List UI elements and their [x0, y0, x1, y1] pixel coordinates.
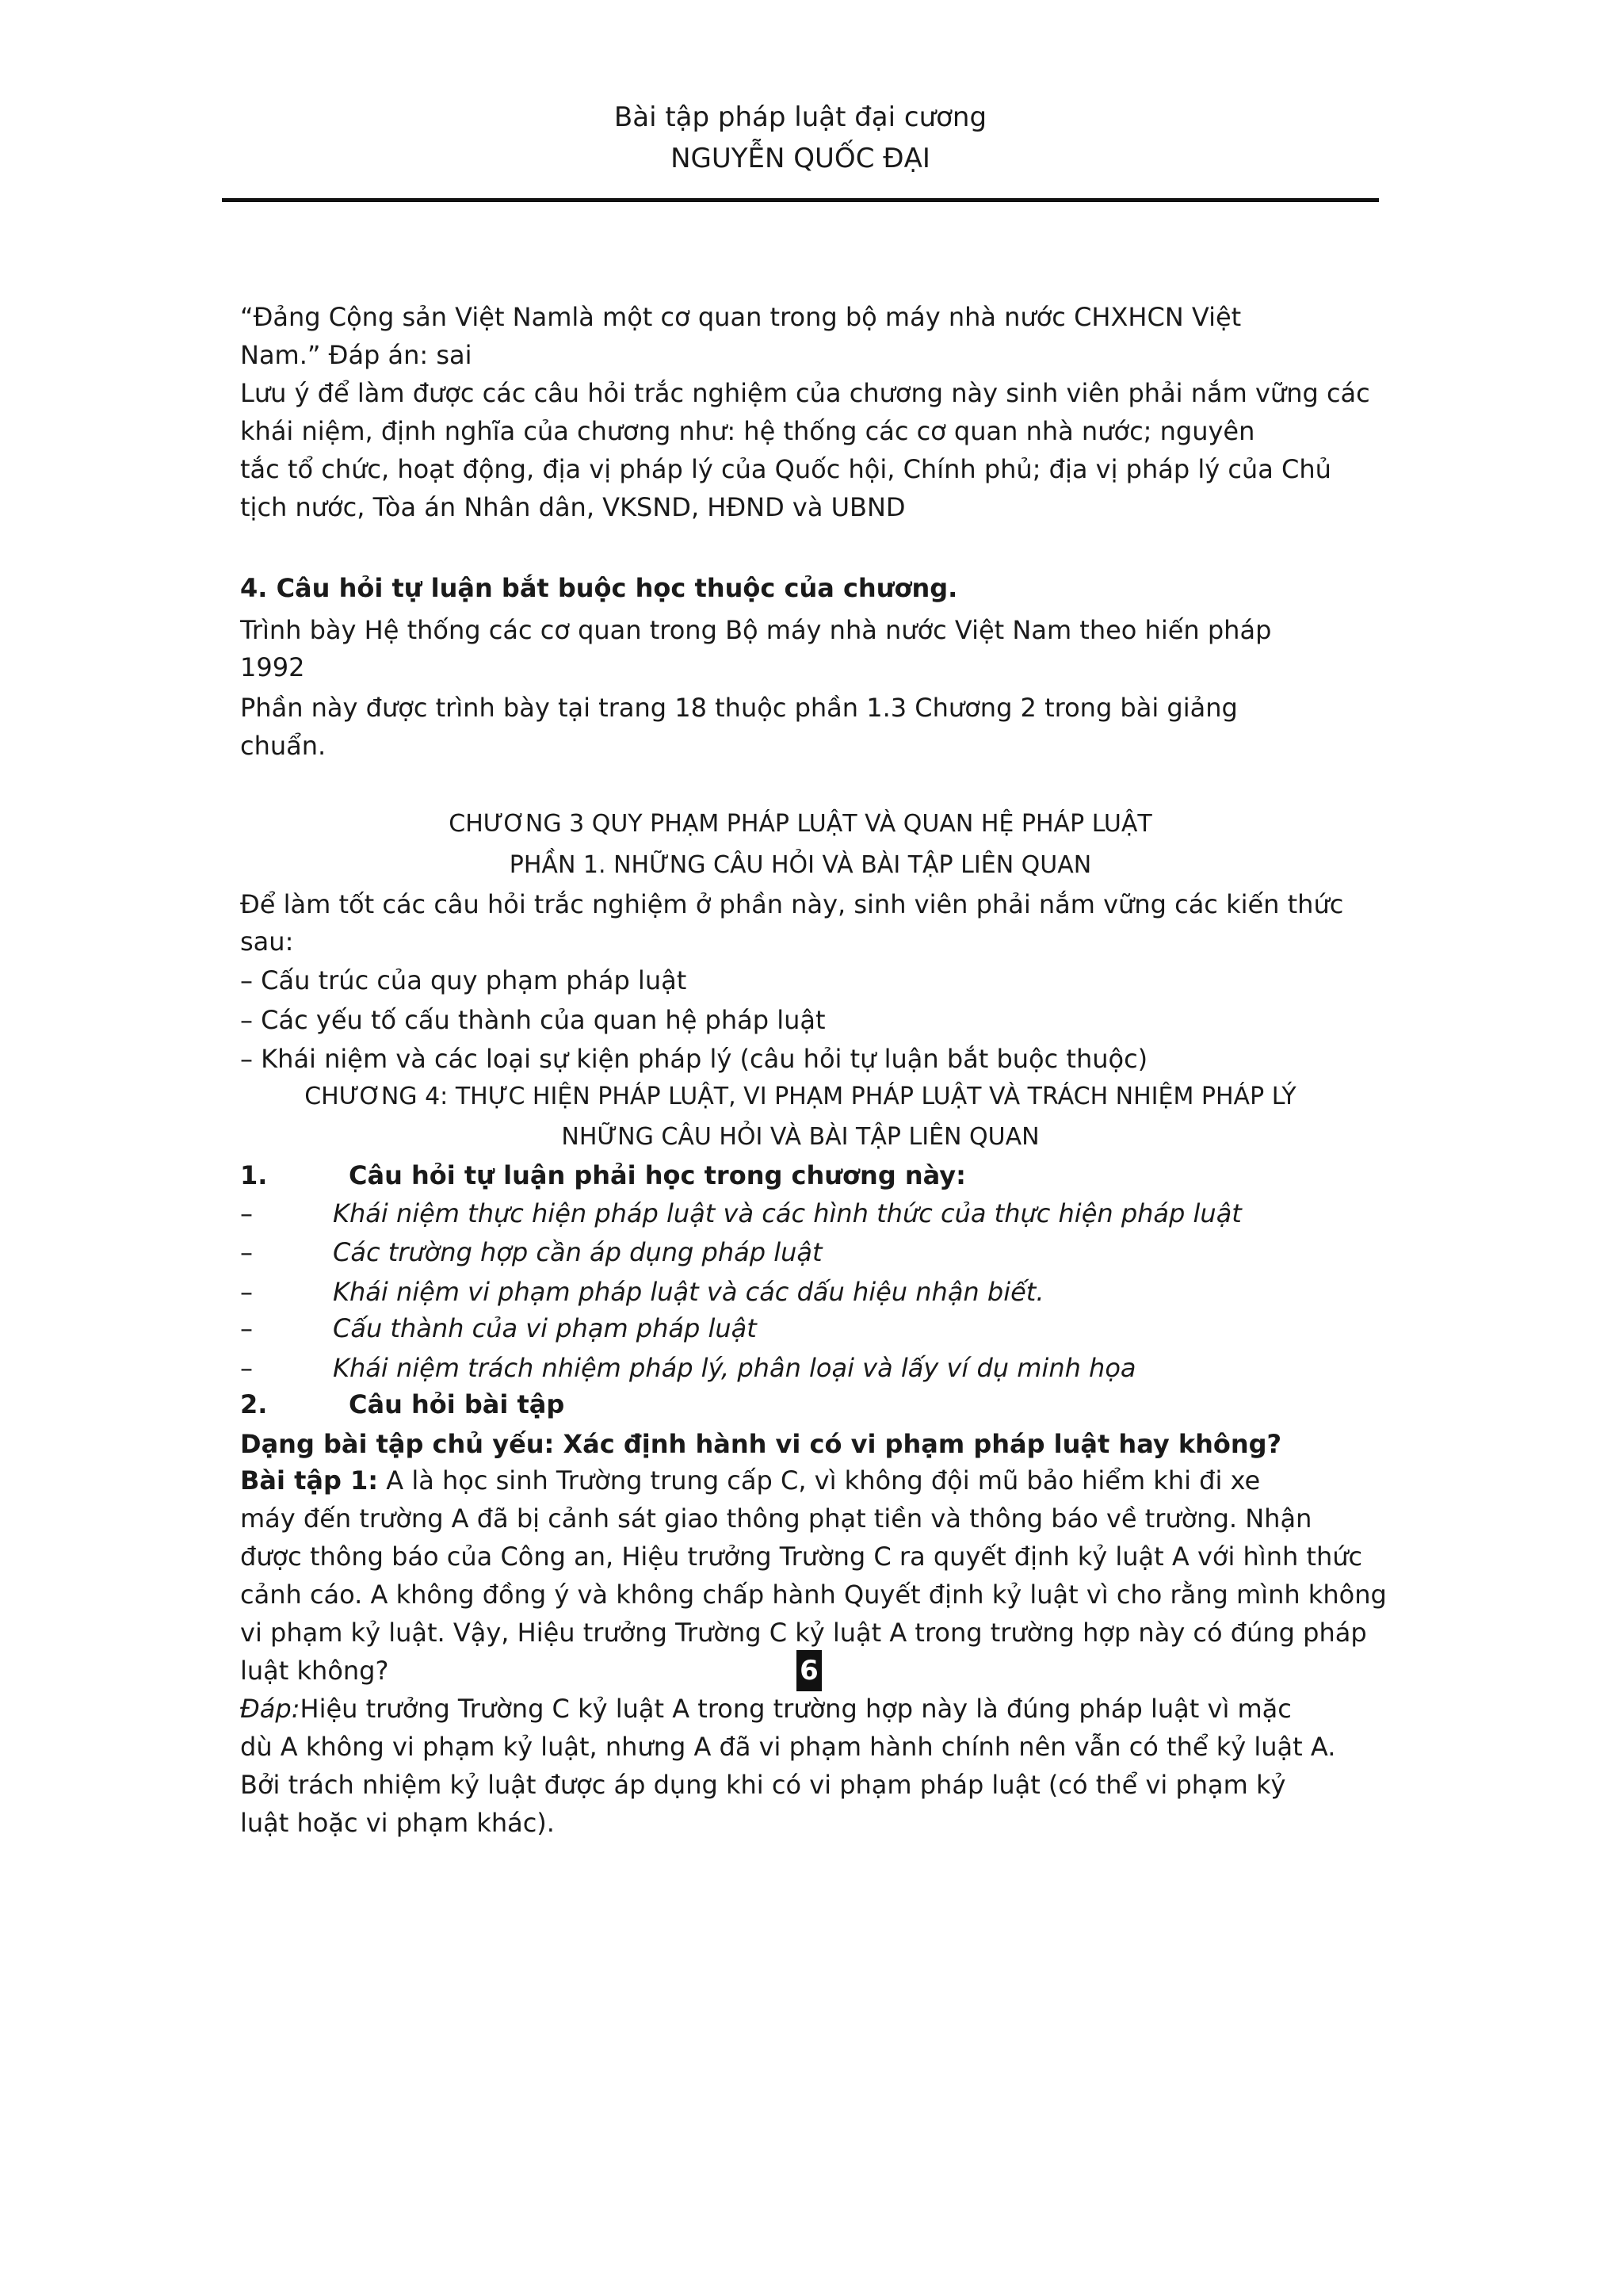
- dash-bullet: –: [240, 1237, 253, 1267]
- list-item: Khái niệm thực hiện pháp luật và các hình thức của thực hiện pháp luật: [333, 1198, 1242, 1228]
- chapter-4-subtitle: NHỮNG CÂU HỎI VÀ BÀI TẬP LIÊN QUAN: [561, 1123, 1040, 1151]
- chapter-3-subtitle: PHẦN 1. NHỮNG CÂU HỎI VÀ BÀI TẬP LIÊN QUAN: [509, 851, 1092, 879]
- page-header: [222, 97, 1379, 179]
- paragraph-line: được thông báo của Công an, Hiệu trưởng Trường C ra quyết định kỷ luật A với hình thức: [240, 1541, 1363, 1572]
- paragraph-line: luật hoặc vi phạm khác).: [240, 1808, 555, 1838]
- dash-bullet: –: [240, 1353, 253, 1383]
- paragraph-line: Bởi trách nhiệm kỷ luật được áp dụng khi có vi phạm pháp luật (có thể vi phạm kỷ: [240, 1770, 1286, 1800]
- question-1-title: Câu hỏi tự luận phải học trong chương này:: [349, 1160, 966, 1190]
- list-number: 2.: [240, 1389, 268, 1419]
- paragraph-line: Để làm tốt các câu hỏi trắc nghiệm ở phần này, sinh viên phải nắm vững các kiến thức: [240, 889, 1344, 919]
- paragraph-line: Nam.” Đáp án: sai: [240, 340, 472, 370]
- paragraph-line: Phần này được trình bày tại trang 18 thuộc phần 1.3 Chương 2 trong bài giảng: [240, 693, 1238, 723]
- header-title: Bài tập pháp luật đại cương: [613, 101, 987, 133]
- header-divider: [222, 198, 1379, 202]
- list-number: 1.: [240, 1160, 268, 1190]
- question-2-title: Câu hỏi bài tập: [349, 1389, 565, 1419]
- list-item: Khái niệm vi phạm pháp luật và các dấu hiệu nhận biết.: [333, 1277, 1044, 1307]
- page-number: 6: [796, 1650, 822, 1691]
- list-item: Các trường hợp cần áp dụng pháp luật: [333, 1237, 823, 1267]
- paragraph-line: dù A không vi phạm kỷ luật, nhưng A đã vi phạm hành chính nên vẫn có thể kỷ luật A.: [240, 1732, 1336, 1762]
- paragraph-line: Trình bày Hệ thống các cơ quan trong Bộ máy nhà nước Việt Nam theo hiến pháp: [240, 615, 1272, 645]
- paragraph-line: vi phạm kỷ luật. Vậy, Hiệu trưởng Trường C kỷ luật A trong trường hợp này có đúng pháp: [240, 1618, 1367, 1648]
- list-item: – Các yếu tố cấu thành của quan hệ pháp luật: [240, 1005, 826, 1035]
- dash-bullet: –: [240, 1277, 253, 1307]
- paragraph-line: Lưu ý để làm được các câu hỏi trắc nghiệm của chương này sinh viên phải nắm vững các: [240, 378, 1370, 408]
- paragraph-line: luật không?: [240, 1656, 389, 1686]
- dash-bullet: –: [240, 1198, 253, 1228]
- list-item: Khái niệm trách nhiệm pháp lý, phân loại và lấy ví dụ minh họa: [333, 1353, 1136, 1383]
- exercise-1-label: Bài tập 1:: [240, 1465, 379, 1496]
- section-heading: 4. Câu hỏi tự luận bắt buộc học thuộc của chương.: [240, 573, 958, 603]
- paragraph-line: tắc tổ chức, hoạt động, địa vị pháp lý của Quốc hội, Chính phủ; địa vị pháp lý của Chủ: [240, 454, 1331, 484]
- exercise-type: Dạng bài tập chủ yếu: Xác định hành vi có vi phạm pháp luật hay không?: [240, 1429, 1282, 1459]
- paragraph-line: máy đến trường A đã bị cảnh sát giao thông phạt tiền và thông báo về trường. Nhận: [240, 1503, 1312, 1534]
- exercise-1-text: A là học sinh Trường trung cấp C, vì không đội mũ bảo hiểm khi đi xe: [378, 1465, 1261, 1496]
- list-item: Cấu thành của vi phạm pháp luật: [333, 1313, 757, 1343]
- chapter-4-title: CHƯƠNG 4: THỰC HIỆN PHÁP LUẬT, VI PHẠM PHÁP LUẬT VÀ TRÁCH NHIỆM PHÁP LÝ: [304, 1083, 1296, 1110]
- exercise-1-line: [240, 1465, 1260, 1496]
- paragraph-line: “Đảng Cộng sản Việt Namlà một cơ quan trong bộ máy nhà nước CHXHCN Việt: [240, 302, 1242, 332]
- paragraph-line: sau:: [240, 926, 294, 957]
- list-item: – Cấu trúc của quy phạm pháp luật: [240, 965, 687, 995]
- answer-label: Đáp:: [240, 1694, 300, 1724]
- paragraph-line: cảnh cáo. A không đồng ý và không chấp hành Quyết định kỷ luật vì cho rằng mình không: [240, 1580, 1387, 1610]
- paragraph-line: tịch nước, Tòa án Nhân dân, VKSND, HĐND và UBND: [240, 492, 906, 522]
- answer-text: Hiệu trưởng Trường C kỷ luật A trong trường hợp này là đúng pháp luật vì mặc: [300, 1694, 1292, 1724]
- header-author: NGUYỄN QUỐC ĐẠI: [670, 143, 930, 174]
- list-item: – Khái niệm và các loại sự kiện pháp lý (câu hỏi tự luận bắt buộc thuộc): [240, 1044, 1148, 1074]
- paragraph-line: chuẩn.: [240, 731, 327, 761]
- chapter-3-title: CHƯƠNG 3 QUY PHẠM PHÁP LUẬT VÀ QUAN HỆ PHÁP LUẬT: [449, 810, 1152, 838]
- answer-line: [240, 1693, 1292, 1725]
- paragraph-line: 1992: [240, 652, 305, 682]
- paragraph-line: khái niệm, định nghĩa của chương như: hệ thống các cơ quan nhà nước; nguyên: [240, 416, 1255, 446]
- dash-bullet: –: [240, 1313, 253, 1343]
